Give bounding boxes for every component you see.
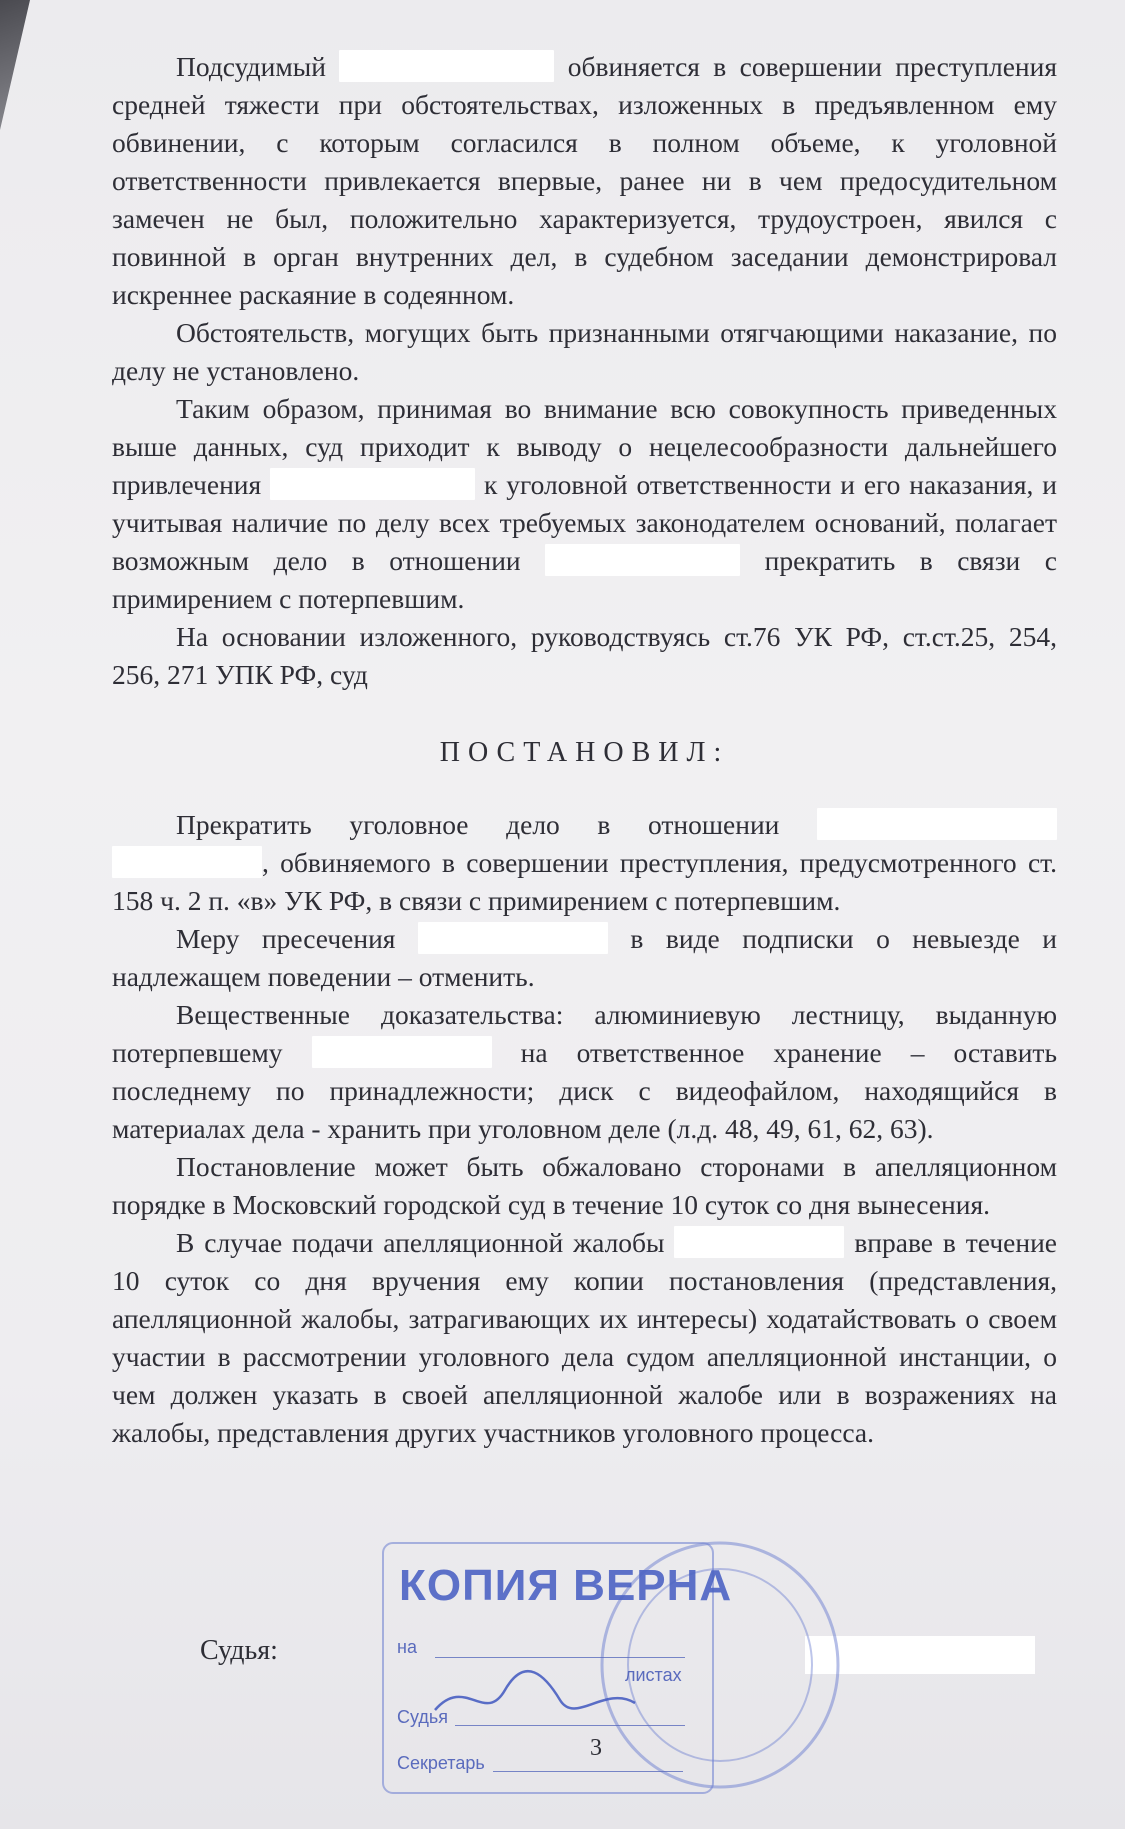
redacted-name — [418, 922, 608, 954]
certification-stamp — [375, 1525, 845, 1800]
page-number: 3 — [590, 1735, 602, 1761]
text-fragment: Вещественные доказательства: алюминиевую лестницу, выданную потерпевшему — [112, 999, 1057, 1068]
document-body — [112, 48, 1057, 1452]
heading-resolved: ПОСТАНОВИЛ: — [439, 737, 730, 768]
redacted-name — [674, 1226, 844, 1258]
paragraph-evidence — [112, 996, 1057, 1148]
text-fragment: обвиняется в совершении преступления средней тяжести при обстоятельствах, изложенных в предъявленном ему обвинении, с которым согласился в полном объеме, к уголовной ответственности привлекается впервые, ранее ни в чем предосудительном замечен не был, положительно характеризуется, трудоустроен, явился с повинной в орган внутренних дел, в судебном заседании демонстрировал искреннее раскаяние в содеянном. — [112, 51, 1057, 310]
paragraph-restraint — [112, 920, 1057, 996]
text-fragment: , обвиняемого в совершении преступления, предусмотренного ст. 158 ч. 2 п. «в» УК РФ, в связи с примирением с потерпевшим. — [112, 847, 1057, 916]
paragraph-defendant — [112, 48, 1057, 314]
stamp-line-sheets: листах — [625, 1665, 682, 1685]
text-fragment: к уголовной ответственности и его наказания, и учитывая наличие по делу всех требуемых законодателем оснований, полагает возможным дело в отношении — [112, 469, 1058, 576]
stamp-line-secretary: Секретарь — [397, 1753, 485, 1773]
text-fragment: в виде подписки о невыезде и надлежащем поведении – отменить. — [112, 923, 1057, 992]
redacted-name — [312, 1036, 492, 1068]
stamp-line-on: на — [397, 1637, 417, 1657]
text-fragment: вправе в течение 10 суток со дня вручения ему копии постановления (представления, апелляционной жалобы, затрагивающих их интересы) ходатайствовать о своем участии в рассмотрении уголовного дела судом апелляционной инстанции, о чем должен указать в своей апелляционной жалобе или в возражениях на жалобы, представления других участников уголовного процесса. — [112, 1227, 1058, 1448]
paragraph-appeal: Постановление может быть обжаловано сторонами в апелляционном порядке в Московский городской суд в течение 10 суток со дня вынесения. — [112, 1151, 1057, 1220]
page-corner-shadow — [0, 0, 30, 130]
paragraph-basis: На основании изложенного, руководствуясь ст.76 УК РФ, ст.ст.25, 254, 256, 271 УПК РФ, суд — [112, 621, 1057, 690]
stamp-rule — [455, 1725, 685, 1726]
text-fragment: прекратить в связи с примирением с потерпевшим. — [112, 545, 1057, 614]
paragraph-aggravating: Обстоятельств, могущих быть признанными отягчающими наказание, по делу не установлено. — [112, 317, 1057, 386]
stamp-title: КОПИЯ ВЕРНА — [399, 1561, 733, 1610]
redacted-name — [270, 468, 475, 500]
redacted-name — [817, 808, 1057, 840]
text-fragment: Подсудимый — [176, 51, 340, 82]
stamp-rule — [435, 1657, 685, 1658]
redacted-name — [545, 544, 740, 576]
text-fragment: Меру пресечения — [176, 923, 418, 954]
text-fragment: Таким образом, принимая во внимание всю совокупность приведенных выше данных, суд приходит к выводу о нецелесообразности дальнейшего привлечения — [112, 393, 1057, 500]
stamp-line-judge: Судья — [397, 1707, 449, 1727]
redacted-name — [339, 50, 554, 82]
judge-signature-label: Судья: — [200, 1635, 278, 1666]
paragraph-appeal-participation — [112, 1224, 1057, 1452]
stamp-rule — [493, 1771, 683, 1772]
paragraph-conclusion — [112, 390, 1057, 618]
text-fragment: В случае подачи апелляционной жалобы — [176, 1227, 675, 1258]
text-fragment: на ответственное хранение – оставить последнему по принадлежности; диск с видеофайлом, находящийся в материалах дела - хранить при уголовном деле (л.д. 48, 49, 61, 62, 63). — [112, 1037, 1057, 1144]
text-fragment: Прекратить уголовное дело в отношении — [176, 809, 817, 840]
redacted-name — [112, 846, 262, 878]
paragraph-terminate — [112, 806, 1057, 920]
